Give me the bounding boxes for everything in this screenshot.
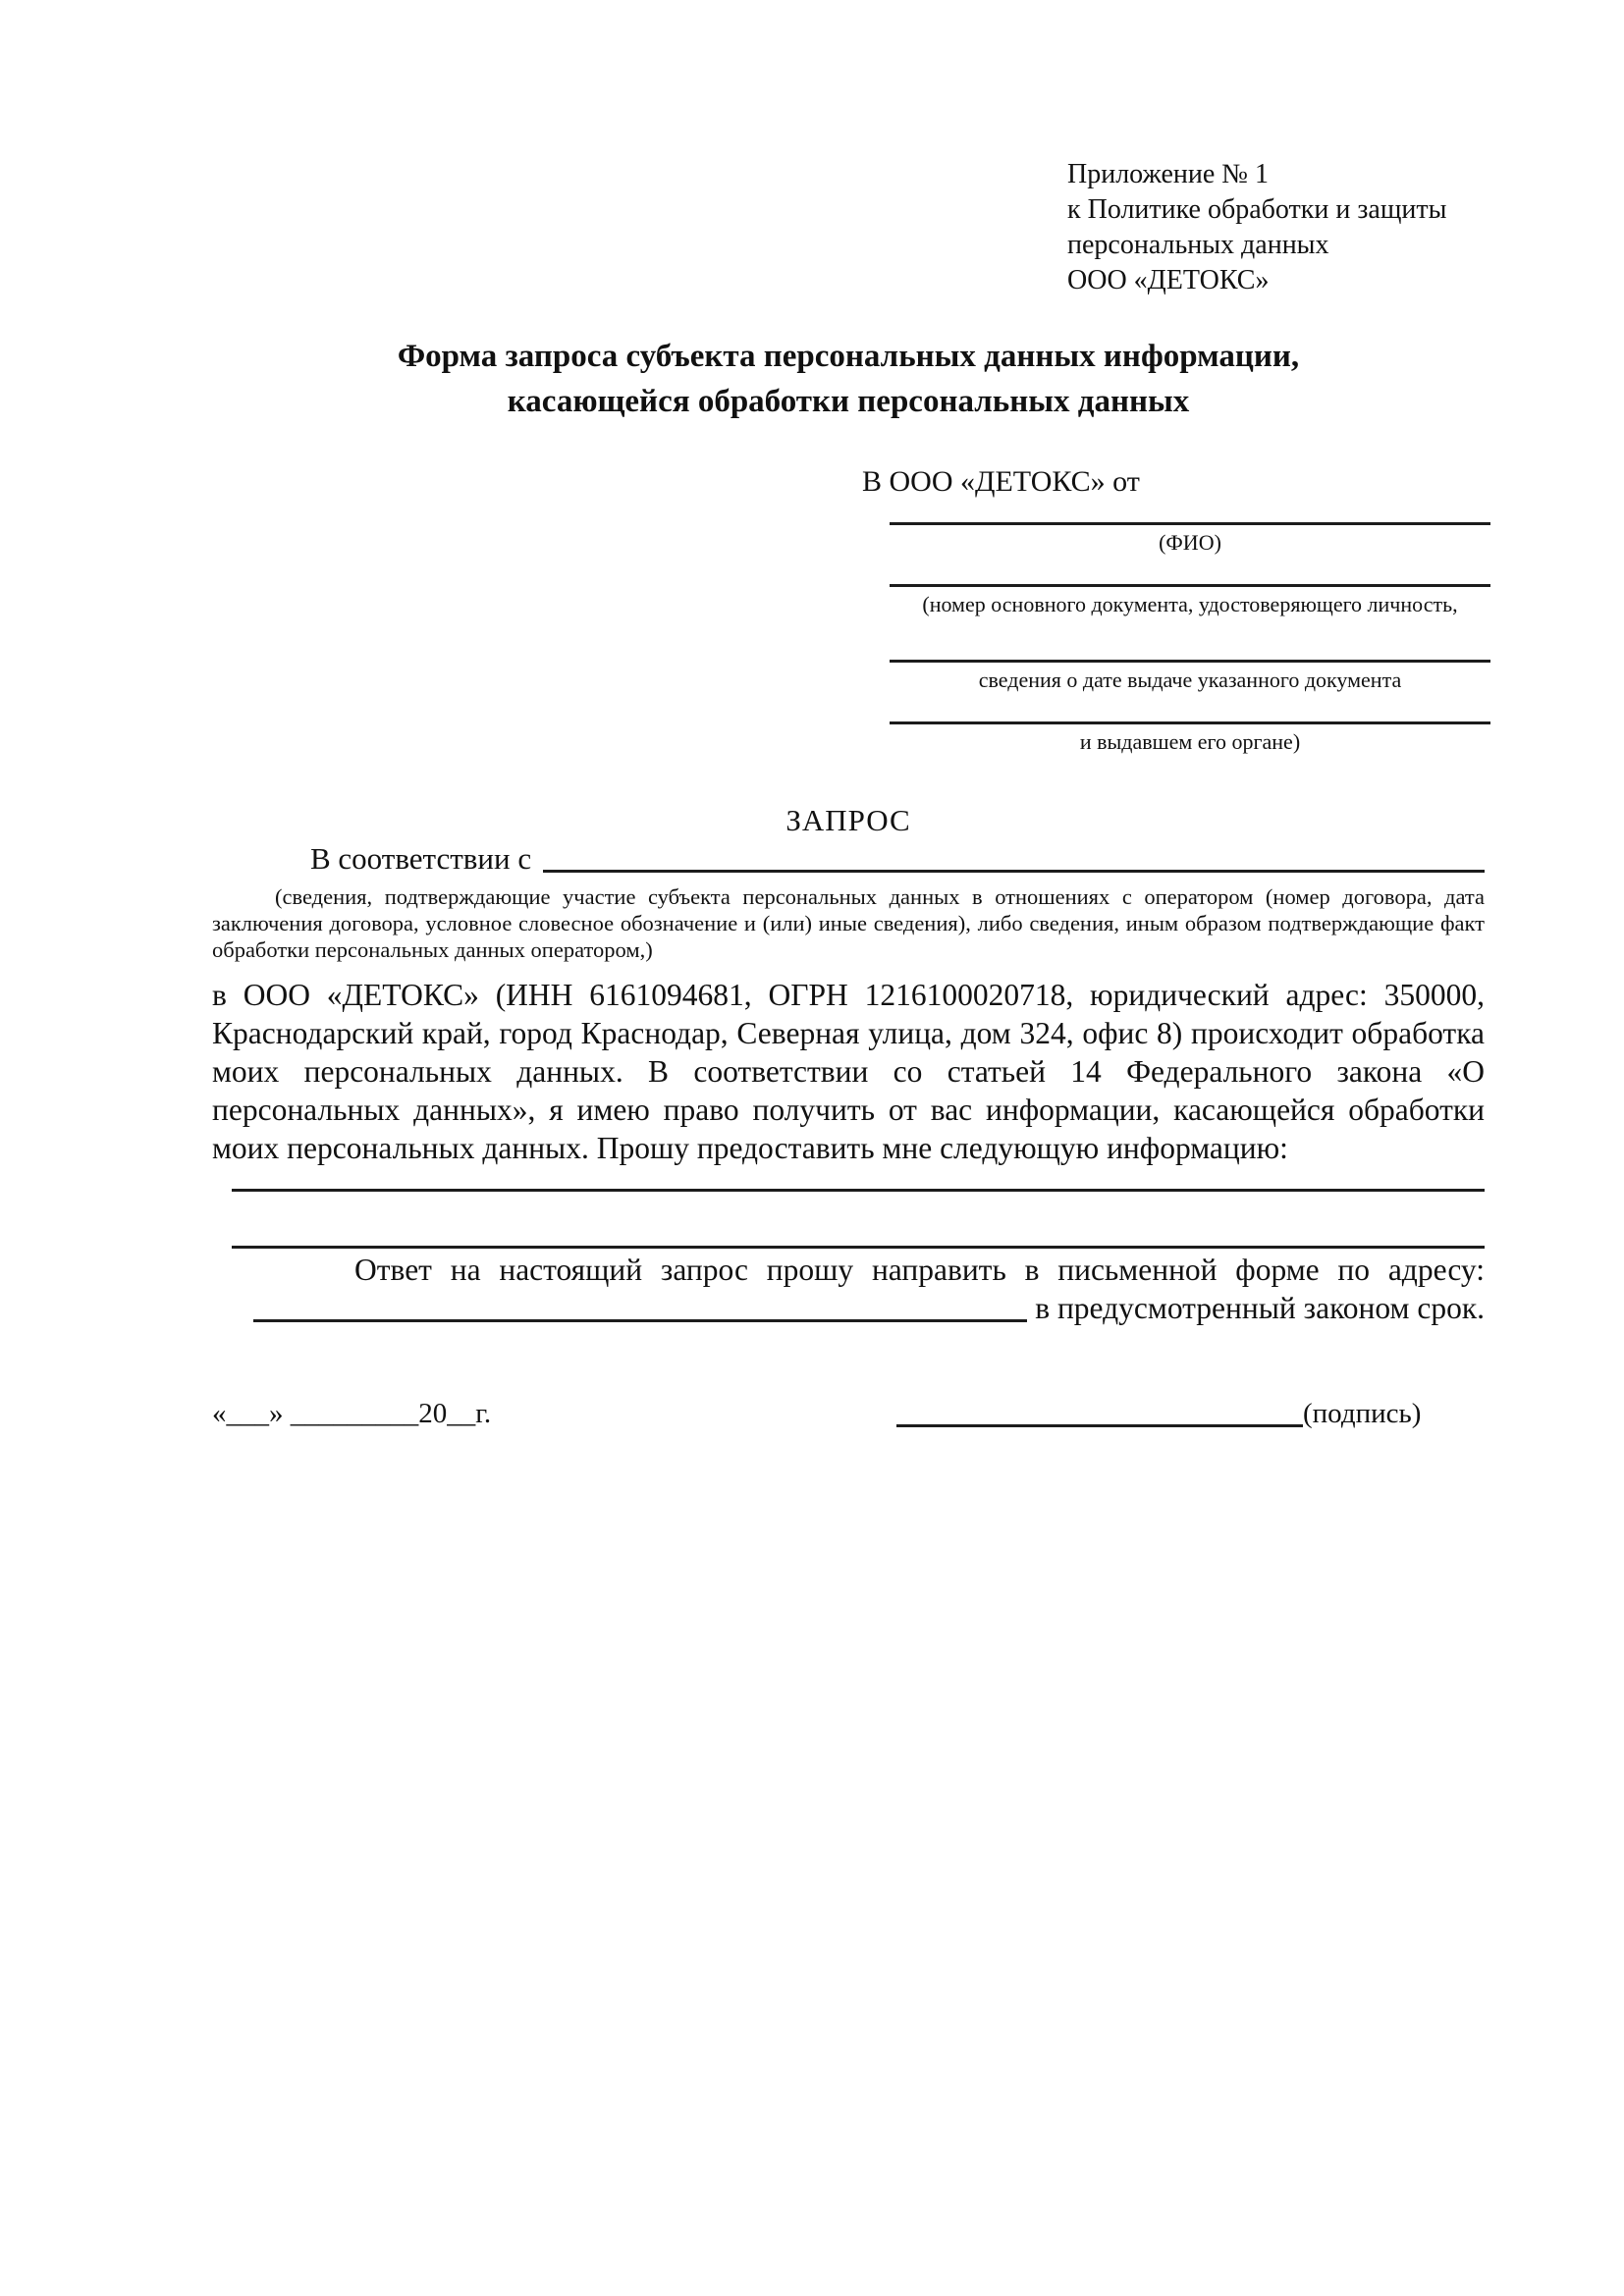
- document-number-blank-line: [890, 584, 1490, 587]
- fio-caption: (ФИО): [1159, 530, 1221, 555]
- document-title: [212, 334, 1485, 424]
- document-title-line-2: касающейся обработки персональных данных: [507, 384, 1190, 419]
- fio-blank-line: [890, 522, 1490, 525]
- accordance-note: (сведения, подтверждающие участие субъекта персональных данных в отношениях с оператором (номер договора, дата заключения договора, условное словесное обозначение и (или) иные сведения), либо сведения, иным образом подтверждающие факт обработки персональных данных оператором,): [212, 884, 1485, 962]
- appendix-header-line-2: к Политике обработки и защиты: [1067, 194, 1447, 225]
- signature-blank-line: [896, 1424, 1303, 1427]
- issuing-authority-caption: и выдавшем его органе): [1079, 729, 1301, 754]
- issue-date-blank-line: [890, 660, 1490, 663]
- appendix-header: [1067, 157, 1446, 298]
- date-line: «___» _________20__г.: [212, 1398, 492, 1429]
- response-address-row: [212, 1289, 1485, 1327]
- appendix-header-line-3: персональных данных: [1067, 230, 1329, 260]
- body-paragraph: в ООО «ДЕТОКС» (ИНН 6161094681, ОГРН 1216100020718, юридический адрес: 350000, Краснодарский край, город Краснодар, Северная улица, дом 324, офис 8) происходит обработка моих персональных данных. В соответствии со статьей 14 Федерального закона «О персональных данных», я имею право получить от вас информации, касающейся обработки моих персональных данных. Прошу предоставить мне следующую информацию:: [212, 978, 1485, 1165]
- accordance-blank-line: [543, 870, 1485, 873]
- issuing-authority-blank-line: [890, 721, 1490, 724]
- signature-caption: (подпись): [1303, 1398, 1422, 1429]
- information-blank-line-2: [232, 1246, 1485, 1249]
- document-title-line-1: Форма запроса субъекта персональных данных информации,: [397, 339, 1300, 374]
- document-number-caption: (номер основного документа, удостоверяющего личность,: [922, 592, 1458, 616]
- request-heading: ЗАПРОС: [785, 803, 911, 837]
- accordance-label: В соответствии с: [310, 841, 532, 876]
- appendix-header-line-4: ООО «ДЕТОКС»: [1067, 265, 1270, 295]
- addressee-line: В ООО «ДЕТОКС» от: [862, 465, 1140, 498]
- issue-date-caption: сведения о дате выдаче указанного документа: [978, 667, 1402, 692]
- signature-row: [896, 1394, 1421, 1433]
- appendix-header-line-1: Приложение № 1: [1067, 159, 1269, 189]
- response-tail: в предусмотренный законом срок.: [1035, 1291, 1485, 1325]
- address-blank-line: [253, 1319, 1027, 1322]
- response-paragraph: Ответ на настоящий запрос прошу направить в письменной форме по адресу:: [354, 1253, 1485, 1287]
- accordance-row: [212, 840, 1485, 878]
- information-blank-line-1: [232, 1189, 1485, 1192]
